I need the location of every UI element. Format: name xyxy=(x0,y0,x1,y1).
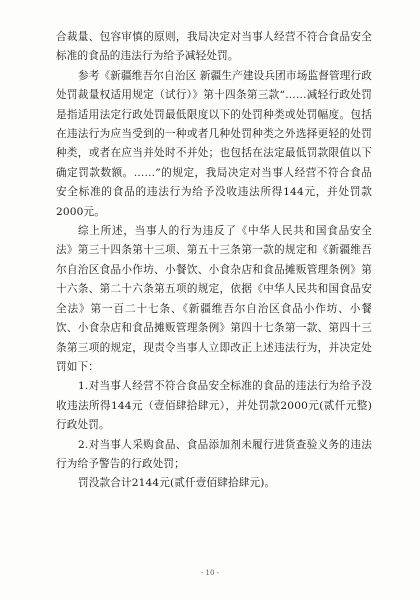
page-number: - 10 - xyxy=(200,569,220,577)
paragraph-reference-regulation: 参考《新疆维吾尔自治区 新疆生产建设兵团市场监督管理行政处罚裁量权适用规定（试行）》第十四条第三款“……减轻行政处罚是指适用法定行政处罚最低限度以下的处罚种类或处罚幅度。包括在违法行为应当受到的一种或者几种处罚种类之外选择更轻的处罚种类，或者在应当并处时不并处；也包括在法定最低罚款限值以下确定罚款数额。……”的规定，我局决定对当事人经营不符合食品安全标准的食品的违法行为给予没收违法所得144元，并处罚款2000元。 xyxy=(56,69,372,218)
paragraph-continuation: 合裁量、包容审慎的原则，我局决定对当事人经营不符合食品安全标准的食品的违法行为给予减轻处罚。 xyxy=(56,31,372,63)
penalty-item-1: 1.对当事人经营不符合食品安全标准的食品的违法行为给予没收违法所得144元（壹佰肆拾肆元），并处罚款2000元(贰仟元整)行政处罚。 xyxy=(56,380,372,432)
document-body xyxy=(56,28,372,494)
penalty-total: 罚没款合计2144元(贰仟壹佰肆拾肆元)。 xyxy=(78,477,276,490)
penalty-item-2: 2.对当事人采购食品、食品添加剂未履行进货查验义务的违法行为给予警告的行政处罚； xyxy=(56,438,372,470)
paragraph-summary: 综上所述，当事人的行为违反了《中华人民共和国食品安全法》第三十四条第十三项、第五十三条第一款的规定和《新疆维吾尔自治区食品小作坊、小餐饮、小食杂店和食品摊贩管理条例》第十六条、第二十六条第五项的规定，依据《中华人民共和国食品安全法》第一百二十七条、《新疆维吾尔自治区食品小作坊、小餐饮、小食杂店和食品摊贩管理条例》第四十七条第一款、第四十三条第三项的规定，现责令当事人立即改正上述违法行为，并决定处罚如下： xyxy=(56,225,372,373)
